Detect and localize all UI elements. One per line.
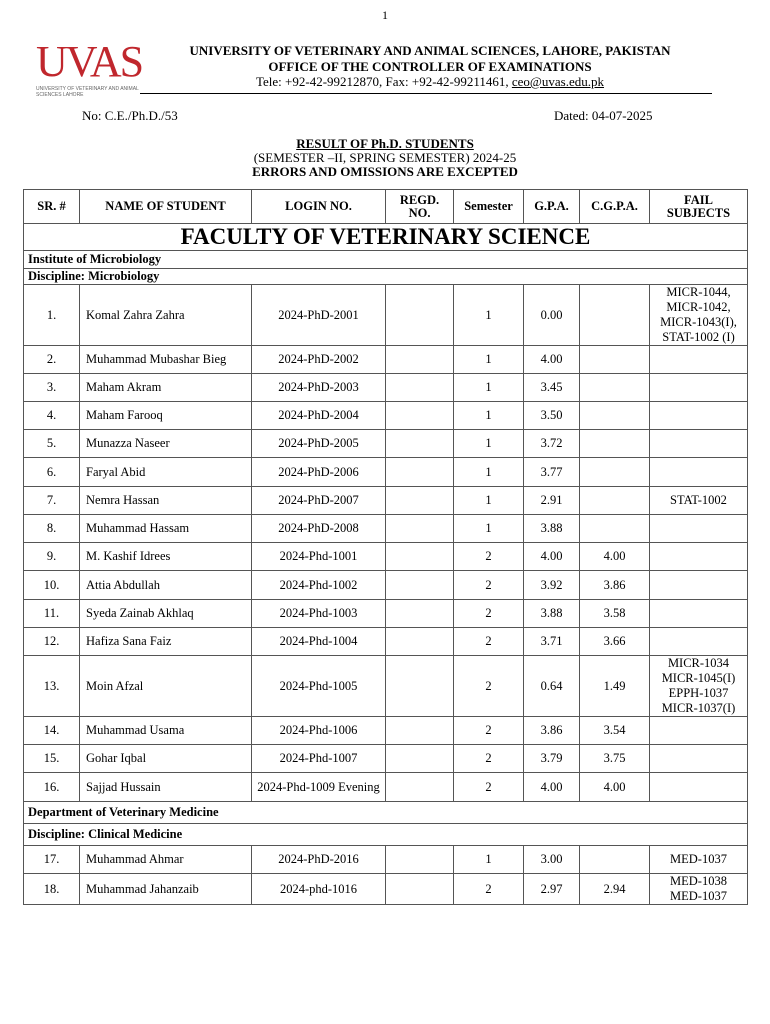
gpa-cell: 4.00 xyxy=(524,773,580,802)
cgpa-cell: 3.66 xyxy=(580,628,650,656)
sr-cell: 11. xyxy=(24,600,80,628)
regd-cell xyxy=(386,717,454,745)
results-table xyxy=(23,189,748,905)
sr-cell: 9. xyxy=(24,543,80,571)
table-row xyxy=(24,515,748,543)
sr-cell: 17. xyxy=(24,846,80,874)
gpa-cell: 3.72 xyxy=(524,430,580,458)
semester-cell: 2 xyxy=(454,745,524,773)
table-row xyxy=(24,600,748,628)
fail-subjects-cell xyxy=(650,458,748,487)
gpa-cell: 3.92 xyxy=(524,571,580,600)
discipline-name: Discipline: Microbiology xyxy=(24,269,748,285)
cgpa-cell xyxy=(580,458,650,487)
regd-cell xyxy=(386,656,454,717)
email-link[interactable]: ceo@uvas.edu.pk xyxy=(511,74,605,89)
fail-subject: MICR-1034 xyxy=(667,656,730,670)
login-cell: 2024-PhD-2001 xyxy=(252,285,386,346)
fail-subject: MED-1037 xyxy=(670,852,727,866)
sr-cell: 10. xyxy=(24,571,80,600)
login-cell: 2024-PhD-2002 xyxy=(252,346,386,374)
fail-subjects-cell xyxy=(650,571,748,600)
gpa-cell: 2.97 xyxy=(524,874,580,905)
cgpa-cell xyxy=(580,846,650,874)
regd-cell xyxy=(386,846,454,874)
login-cell: 2024-PhD-2005 xyxy=(252,430,386,458)
table-row xyxy=(24,773,748,802)
table-row xyxy=(24,874,748,905)
col-login: LOGIN NO. xyxy=(252,190,386,224)
regd-cell xyxy=(386,402,454,430)
table-row xyxy=(24,430,748,458)
fail-subjects-cell xyxy=(650,846,748,874)
section-row xyxy=(24,251,748,269)
cgpa-cell xyxy=(580,515,650,543)
login-cell: 2024-Phd-1005 xyxy=(252,656,386,717)
name-cell: Muhammad Ahmar xyxy=(80,846,252,874)
name-cell: Muhammad Mubashar Bieg xyxy=(80,346,252,374)
sr-cell: 6. xyxy=(24,458,80,487)
fail-subject: MICR-1043(I), xyxy=(660,315,737,329)
sr-cell: 15. xyxy=(24,745,80,773)
login-cell: 2024-Phd-1004 xyxy=(252,628,386,656)
fail-subjects-cell xyxy=(650,346,748,374)
col-regd: REGD. NO. xyxy=(386,190,454,224)
table-row xyxy=(24,628,748,656)
gpa-cell: 3.71 xyxy=(524,628,580,656)
login-cell: 2024-Phd-1002 xyxy=(252,571,386,600)
faculty-name: FACULTY OF VETERINARY SCIENCE xyxy=(24,224,748,251)
logo-letters: UVAS xyxy=(36,37,143,86)
name-cell: Nemra Hassan xyxy=(80,487,252,515)
fail-subject: MICR-1037(I) xyxy=(661,701,736,715)
col-semester: Semester xyxy=(454,190,524,224)
institute-name: Institute of Microbiology xyxy=(24,251,748,269)
gpa-cell: 3.77 xyxy=(524,458,580,487)
login-cell: 2024-Phd-1003 xyxy=(252,600,386,628)
cgpa-cell xyxy=(580,285,650,346)
fail-subjects-cell xyxy=(650,430,748,458)
semester-cell: 1 xyxy=(454,846,524,874)
fail-subject: STAT-1002 xyxy=(670,493,727,507)
regd-cell xyxy=(386,543,454,571)
sr-cell: 3. xyxy=(24,374,80,402)
cgpa-cell xyxy=(580,346,650,374)
name-cell: Munazza Naseer xyxy=(80,430,252,458)
university-name: UNIVERSITY OF VETERINARY AND ANIMAL SCIENCES, LAHORE, PAKISTAN xyxy=(189,43,671,58)
regd-cell xyxy=(386,745,454,773)
regd-cell xyxy=(386,600,454,628)
fail-subjects-cell xyxy=(650,874,748,905)
cgpa-cell: 4.00 xyxy=(580,773,650,802)
login-cell: 2024-PhD-2006 xyxy=(252,458,386,487)
semester-cell: 1 xyxy=(454,515,524,543)
login-cell: 2024-Phd-1007 xyxy=(252,745,386,773)
semester-cell: 2 xyxy=(454,874,524,905)
cgpa-cell: 4.00 xyxy=(580,543,650,571)
gpa-cell: 4.00 xyxy=(524,543,580,571)
section-row xyxy=(24,802,748,824)
cgpa-cell: 3.54 xyxy=(580,717,650,745)
sr-cell: 7. xyxy=(24,487,80,515)
fail-subjects-cell xyxy=(650,374,748,402)
regd-cell xyxy=(386,571,454,600)
section-row xyxy=(24,269,748,285)
regd-cell xyxy=(386,374,454,402)
col-gpa: G.P.A. xyxy=(524,190,580,224)
semester-cell: 2 xyxy=(454,571,524,600)
regd-cell xyxy=(386,458,454,487)
result-title: RESULT OF Ph.D. STUDENTS xyxy=(296,136,474,151)
gpa-cell: 3.88 xyxy=(524,515,580,543)
faculty-row xyxy=(24,224,748,251)
section-row xyxy=(24,824,748,846)
regd-cell xyxy=(386,628,454,656)
regd-cell xyxy=(386,487,454,515)
gpa-cell: 3.45 xyxy=(524,374,580,402)
discipline-name: Discipline: Clinical Medicine xyxy=(24,824,748,846)
table-row xyxy=(24,402,748,430)
semester-cell: 2 xyxy=(454,656,524,717)
sr-cell: 13. xyxy=(24,656,80,717)
fail-subjects-cell xyxy=(650,656,748,717)
name-cell: Muhammad Jahanzaib xyxy=(80,874,252,905)
login-cell: 2024-PhD-2003 xyxy=(252,374,386,402)
gpa-cell: 3.50 xyxy=(524,402,580,430)
semester-cell: 2 xyxy=(454,543,524,571)
gpa-cell: 4.00 xyxy=(524,346,580,374)
name-cell: Maham Farooq xyxy=(80,402,252,430)
fail-subject: STAT-1002 (I) xyxy=(662,330,735,344)
sr-cell: 2. xyxy=(24,346,80,374)
semester-cell: 1 xyxy=(454,430,524,458)
name-cell: Sajjad Hussain xyxy=(80,773,252,802)
table-row xyxy=(24,346,748,374)
header-rule xyxy=(140,93,712,94)
sr-cell: 16. xyxy=(24,773,80,802)
contact-line xyxy=(140,74,720,90)
sr-cell: 4. xyxy=(24,402,80,430)
sr-cell: 14. xyxy=(24,717,80,745)
semester-cell: 2 xyxy=(454,600,524,628)
office-name: OFFICE OF THE CONTROLLER OF EXAMINATIONS xyxy=(268,59,592,74)
cgpa-cell xyxy=(580,487,650,515)
login-cell: 2024-Phd-1001 xyxy=(252,543,386,571)
login-cell: 2024-Phd-1009 Evening xyxy=(252,773,386,802)
gpa-cell: 3.86 xyxy=(524,717,580,745)
login-cell: 2024-PhD-2008 xyxy=(252,515,386,543)
table-row xyxy=(24,571,748,600)
fail-subjects-cell xyxy=(650,773,748,802)
fail-subject: MED-1038 xyxy=(670,874,727,888)
regd-cell xyxy=(386,285,454,346)
regd-cell xyxy=(386,773,454,802)
login-cell: 2024-PhD-2004 xyxy=(252,402,386,430)
fail-subjects-cell xyxy=(650,515,748,543)
name-cell: Komal Zahra Zahra xyxy=(80,285,252,346)
semester-cell: 2 xyxy=(454,717,524,745)
cgpa-cell xyxy=(580,402,650,430)
semester-cell: 2 xyxy=(454,773,524,802)
name-cell: Faryal Abid xyxy=(80,458,252,487)
fail-subject: MICR-1044, xyxy=(666,285,731,299)
semester-cell: 1 xyxy=(454,402,524,430)
table-header xyxy=(24,190,748,224)
errors-notice: ERRORS AND OMISSIONS ARE EXCEPTED xyxy=(252,164,518,179)
fail-subjects-cell xyxy=(650,717,748,745)
login-cell: 2024-PhD-2016 xyxy=(252,846,386,874)
name-cell: Maham Akram xyxy=(80,374,252,402)
semester-cell: 1 xyxy=(454,285,524,346)
sr-cell: 12. xyxy=(24,628,80,656)
table-row xyxy=(24,487,748,515)
fail-subjects-cell xyxy=(650,487,748,515)
name-cell: Syeda Zainab Akhlaq xyxy=(80,600,252,628)
col-cgpa: C.G.P.A. xyxy=(580,190,650,224)
regd-cell xyxy=(386,874,454,905)
gpa-cell: 3.88 xyxy=(524,600,580,628)
contact-phone-fax: Tele: +92-42-99212870, Fax: +92-42-99211461, xyxy=(255,74,512,89)
uvas-logo xyxy=(34,37,143,100)
cgpa-cell: 3.86 xyxy=(580,571,650,600)
fail-subjects-cell xyxy=(650,628,748,656)
table-row xyxy=(24,656,748,717)
table-row xyxy=(24,745,748,773)
fail-subjects-cell xyxy=(650,745,748,773)
name-cell: Muhammad Usama xyxy=(80,717,252,745)
sr-cell: 5. xyxy=(24,430,80,458)
fail-subject: MED-1037 xyxy=(670,889,727,903)
regd-cell xyxy=(386,430,454,458)
gpa-cell: 0.00 xyxy=(524,285,580,346)
semester-cell: 2 xyxy=(454,628,524,656)
gpa-cell: 2.91 xyxy=(524,487,580,515)
date: Dated: 04-07-2025 xyxy=(554,108,653,123)
table-row xyxy=(24,846,748,874)
semester-cell: 1 xyxy=(454,374,524,402)
login-cell: 2024-PhD-2007 xyxy=(252,487,386,515)
fail-subjects-cell xyxy=(650,285,748,346)
department-name: Department of Veterinary Medicine xyxy=(24,802,748,824)
table-row xyxy=(24,285,748,346)
fail-subject: EPPH-1037 xyxy=(668,686,729,700)
name-cell: M. Kashif Idrees xyxy=(80,543,252,571)
gpa-cell: 3.00 xyxy=(524,846,580,874)
table-row xyxy=(24,543,748,571)
login-cell: 2024-phd-1016 xyxy=(252,874,386,905)
reference-number: No: C.E./Ph.D./53 xyxy=(82,108,178,123)
cgpa-cell: 2.94 xyxy=(580,874,650,905)
gpa-cell: 3.79 xyxy=(524,745,580,773)
cgpa-cell: 3.58 xyxy=(580,600,650,628)
sr-cell: 8. xyxy=(24,515,80,543)
fail-subjects-cell xyxy=(650,402,748,430)
name-cell: Attia Abdullah xyxy=(80,571,252,600)
semester-cell: 1 xyxy=(454,487,524,515)
table-row xyxy=(24,717,748,745)
login-cell: 2024-Phd-1006 xyxy=(252,717,386,745)
fail-subject: MICR-1045(I) xyxy=(661,671,736,685)
logo-subtitle: UNIVERSITY OF VETERINARY AND ANIMAL SCIENCES LAHORE xyxy=(36,86,139,98)
sr-cell: 1. xyxy=(24,285,80,346)
name-cell: Hafiza Sana Faiz xyxy=(80,628,252,656)
gpa-cell: 0.64 xyxy=(524,656,580,717)
regd-cell xyxy=(386,346,454,374)
fail-subject: MICR-1042, xyxy=(666,300,731,314)
col-fail: FAIL SUBJECTS xyxy=(650,190,748,224)
regd-cell xyxy=(386,515,454,543)
semester-cell: 1 xyxy=(454,346,524,374)
semester-cell: 1 xyxy=(454,458,524,487)
cgpa-cell: 1.49 xyxy=(580,656,650,717)
col-name: NAME OF STUDENT xyxy=(80,190,252,224)
fail-subjects-cell xyxy=(650,543,748,571)
semester-title: (SEMESTER –II, SPRING SEMESTER) 2024-25 xyxy=(253,150,517,165)
table-row xyxy=(24,458,748,487)
cgpa-cell xyxy=(580,430,650,458)
col-sr: SR. # xyxy=(24,190,80,224)
cgpa-cell: 3.75 xyxy=(580,745,650,773)
table-row xyxy=(24,374,748,402)
name-cell: Moin Afzal xyxy=(80,656,252,717)
name-cell: Muhammad Hassam xyxy=(80,515,252,543)
name-cell: Gohar Iqbal xyxy=(80,745,252,773)
sr-cell: 18. xyxy=(24,874,80,905)
page-number: 1 xyxy=(382,8,388,22)
fail-subjects-cell xyxy=(650,600,748,628)
cgpa-cell xyxy=(580,374,650,402)
